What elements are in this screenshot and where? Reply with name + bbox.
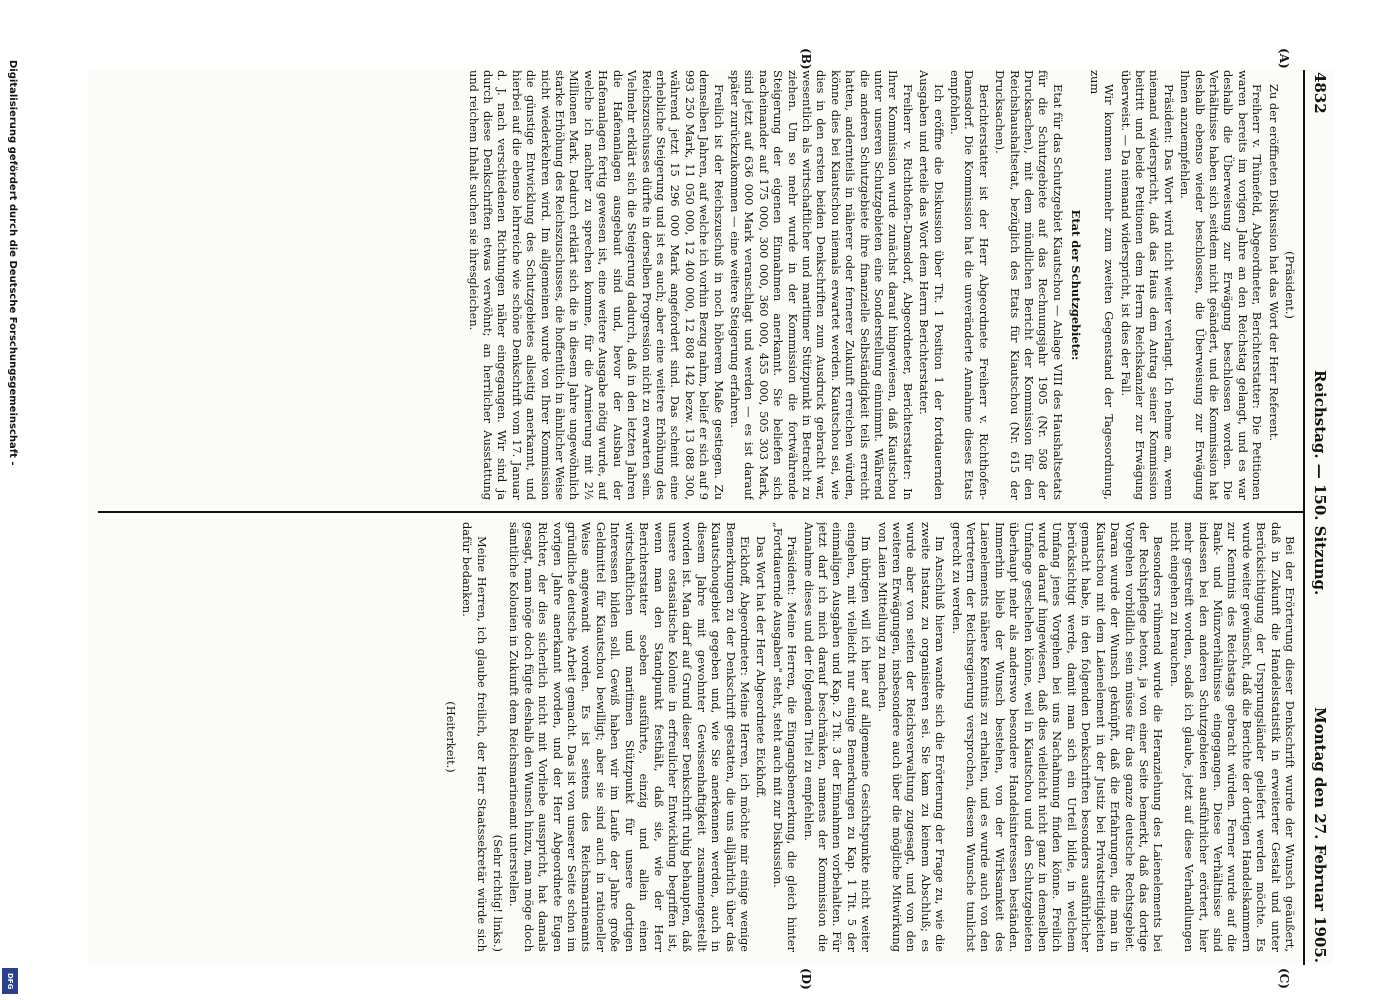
paragraph: Freilich ist der Reichszuschuß in noch höherem Maße gestiegen. Zu demselben Jahren, auf welche ich vorhin Bezug nahm, belief er sich auf 9 993 250 Mark, 11 050 000, 12 400 000, 12 808 142 bezw. 13 088 300, während jetzt 15 296 000 Mark angefordert sind. Das scheint eine erhebliche Steigerung und ist es auch; aber eine weitere Erhöhung des Reichszuschusses dürfte in derselben Progression nicht zu erwarten sein. Vielmehr erklärt sich die Steigerung dadurch, daß in den letzten Jahren die Hafenanlagen ausgebaut sind und, bevor der Ausbau der Hafenanlagen fertig gewesen ist, eine weitere Ausgabe nötig wurde, auf welche ich nachher zu sprechen komme, für die Armierung mit 2½ Millionen Mark. Dadurch erklärt sich die in diesem Jahre ungewöhnlich starke Erhöhung des Reichszuschusses, die hoffentlich in ähnlicher Weise nicht wiederkehren wird. Im allgemeinen wurde von Ihrer Kommission die günstige Entwicklung des Schutzgebietes allseitig anerkannt, und hierbei auf die ebenso lehrreiche wie schöne Denkschrift vom 17. Januar d. J. nach verschiedenen Richtungen näher eingegangen. Wir sind ja durch diese Denkschriften etwas verwöhnt; an herrlicher Ausstattung und reichem Inhalt suchen sie ihresgleichen.: [466, 70, 726, 500]
paragraph: Besonders rühmend wurde die Heranziehung des Laienelements bei der Rechtspflege betont, ja von einer Seite bemerkt, daß das dortige Vorgehen vorbildlich sein müsse für das ganze deutsche Rechtsgebiet. Daran wurde der Wunsch geknüpft, daß die Erfahrungen, die man in Kiautschou mit dem Laienelement in der Justiz bei Privatstreitigkeiten gemacht habe, in den folgenden Denkschriften besonders ausführlicher berücksichtigt werde, damit man sich ein Urteil bilde, in welchem Umfang jenes Vorgehen bei uns Nachahmung finden könne. Freilich wurde darauf hingewiesen, daß dies vielleicht nicht ganz in demselben Umfange geschehen könne, weil in Kiautschou und den Schutzgebieten überhaupt mehr als anderswo besondere Handelsinteressen beständen. Immerhin blieb der Wunsch bestehen, von der Wirksamkeit des Laienelements nähere Kenntnis zu erhalten, und es wurde auch von den Vertretern der Reichsregierung versprochen, diesem Wunsche tunlichst gerecht zu werden.: [949, 522, 1166, 952]
dfg-logo-icon: DFG: [2, 968, 18, 994]
paragraph: Wir kommen nunmehr zum zweiten Gegenstand der Tagesordnung, zum: [1087, 70, 1117, 500]
paragraph: (Präsident.): [1283, 251, 1297, 319]
page-header: [1303, 70, 1333, 965]
section-heading: Etat der Schutzgebiete:: [1069, 209, 1084, 361]
paragraph: Präsident: Das Wort wird nicht weiter verlangt. Ich nehme an, wenn niemand widerspricht, daß das Haus dem Antrag seiner Kommission beitritt und beide Petitionen dem Herrn Reichskanzler zur Erwägung überweist. — Da niemand widerspricht, ist dies der Fall.: [1118, 70, 1176, 500]
paragraph: Präsident: Meine Herren, die Eingangsbemerkung, die gleich hinter „Fortdauernde Ausgaben" steht, steht auch mit zur Diskussion.: [770, 522, 800, 952]
margin-marker-b: (B): [799, 48, 813, 70]
header-session: Reichstag. — 150. Sitzung.: [1311, 370, 1329, 596]
paragraph: Freiherr v. Thünefeld, Abgeordneter, Berichterstatter: Die Petitionen waren bereits im vorigen Jahre an den Reichstag gelangt, und es war deshalb die Überweisung zur Erwägung beschlossen worden. Die Verhältnisse haben sich seitdem nicht geändert, und die Kommission hat deshalb ebenso wieder beschlossen, die Überweisung zur Erwägung Ihnen anzuempfehlen.: [1178, 70, 1265, 500]
newspaper-page: [88, 48, 1333, 990]
credit-text: Digitalisierung gefördert durch die Deutsche Forschungsgemeinschaft -: [7, 60, 18, 466]
paragraph: Eickhoff, Abgeordneter: Meine Herren, ich möchte mir einige wenige Bemerkungen zu der Denkschrift gestatten, die uns alljährlich über das Kiautschougebiet gegeben und, wie Sie anerkennen werden, auch in diesem Jahre mit gewohnter Gewissenhaftigkeit zusammengestellt worden ist. Man darf auf Grund dieser Denkschrift ruhig behaupten, daß unsere ostasiatische Kolonie in erfreulicher Entwicklung begriffen ist, wenn man den Standpunkt festhält, daß sie, wie der Herr Berichterstatter soeben ausführte, einzig und allein einen wirtschaftlichen und maritimen Stützpunkt für unsere dortigen Interessen bilden soll. Gewiß haben wir im Laufe der Jahre große Geldmittel für Kiautschou bewilligt; aber sie sind auch in rationeller Weise angewandt worden. Es ist seitens des Reichsmarineamts gründliche deutsche Arbeit gemacht. Das ist von unserer Seite schon im vorigen Jahre anerkannt worden, und der Herr Abgeordnete Eugen Richter, der dies sicherlich nicht mit Vorliebe ausspricht, hat damals gesagt, man möge doch fügte deshalb den Wunsch hinzu, man möge doch sämtliche Kolonien in Zukunft dem Reichsmarineamt unterstellen.: [507, 522, 752, 952]
paragraph: Berichterstatter ist der Herr Abgeordnete Freiherr v. Richthofen-Damsdorf. Die Kommission hat die unveränderte Annahme dieses Etats empfohlen.: [948, 70, 991, 500]
right-column: [107, 522, 1297, 952]
paragraph: Freiherr v. Richthofen-Damsdorf, Abgeordneter, Berichterstatter: In Ihrer Kommission wurde zunächst darauf hingewiesen, daß Kiautschou unter unseren Schutzgebieten eine Sonderstellung einnimmt. Während die anderen Schutzgebiete ihre finanzielle Selbständigkeit teils erreicht hatten, andernteils in näherer oder fernerer Zukunft erreichen würden, könne dies bei Kiautschou niemals erwartet werden. Kiautschou sei, wie dies in den ersten beiden Denkschriften zum Ausdruck gebracht war, wesentlich als wirtschaftlicher und maritimer Stützpunkt in Betracht zu ziehen. Um so mehr wurde in der Kommission die fortwährende Steigerung der eigenen Einnahmen anerkannt. Sie beliefen sich nacheinander auf 175 000, 300 000, 360 000, 455 000, 505 303 Mark, sind jetzt auf 636 000 Mark veranschlagt und werden — es ist darauf später zurückzukommen — eine weitere Steigerung erfahren.: [727, 70, 915, 500]
paragraph: Ich eröffne die Diskussion über Tit. 1 Position 1 der fortdauernden Ausgaben und erteile das Wort dem Herrn Berichterstatter.: [917, 70, 946, 500]
left-column: [107, 70, 1297, 500]
column-divider: [98, 511, 1303, 513]
page-number: 4832: [1311, 72, 1329, 114]
interjection: (Heiterkeit.): [443, 701, 458, 773]
paragraph: Meine Herren, ich glaube freilich, der Herr Staatssekretär würde sich dafür bedanken.: [460, 522, 489, 952]
paragraph: Zu der eröffneten Diskussion hat das Wort der Herr Referent.: [1266, 84, 1281, 442]
paragraph: Bei der Erörterung dieser Denkschrift wurde der Wunsch geäußert, daß in Zukunft die Handelsstatistik in erweiterter Gestalt und unter Berücksichtigung der Ursprungsländer geliefert werden möchte. Es wurde weiter gewünscht, daß die Berichte der dortigen Handelskammern zur Kenntnis des Reichstags gebracht würden. Ferner wurde auf die Bank- und Münzverhältnisse eingegangen. Diese Verhältnisse sind indessen bei den anderen Schutzgebieten ausführlicher erörtert, hier mehr gestreift worden, sodaß ich glaube, jetzt auf diese Verhandlungen nicht eingehen zu brauchen.: [1167, 522, 1297, 952]
margin-marker-a: (A): [1277, 48, 1291, 69]
margin-marker-d: (D): [799, 968, 813, 990]
paragraph: Das Wort hat der Herr Abgeordnete Eickhoff.: [754, 536, 769, 799]
digitization-credit: [2, 60, 24, 990]
margin-marker-c: (C): [1277, 968, 1291, 989]
paragraph: Im Anschluß hieran wandte sich die Erörterung der Frage zu, wie die zweite Instanz zu organisieren sei. Sie kam zu keinem Abschluß; es wurde aber von seiten der Reichsverwaltung zugesagt, und von den weiteren Erwägungen, insbesondere auch über die mögliche Mitwirkung von Laien Mitteilung zu machen.: [875, 522, 948, 952]
paragraph: Etat für das Schutzgebiet Kiautschou — Anlage VIII des Haushaltsetats für die Schutzgebiete auf das Rechnungsjahr 1905 (Nr. 508 der Drucksachen), mit dem mündlichen Bericht der Kommission für den Reichshaushaltsetat, bezüglich des Etats für Kiautschou (Nr. 615 der Drucksachen).: [993, 70, 1065, 500]
header-date: Montag den 27. Februar 1905.: [1311, 707, 1329, 963]
interjection: (Sehr richtig! links.): [491, 834, 506, 952]
paragraph: Im übrigen will ich hier auf allgemeine Gesichtspunkte nicht weiter eingehen, mit vielleicht nur einige Bemerkungen zu Kap. 1 Tit. 5 der einmaligen Ausgaben und Kap. 2 Tit. 3 der Einnahmen vorbehalten. Für jetzt darf ich mich darauf beschränken, namens der Kommission die Annahme dieses und der folgenden Titel zu empfehlen.: [801, 522, 874, 952]
